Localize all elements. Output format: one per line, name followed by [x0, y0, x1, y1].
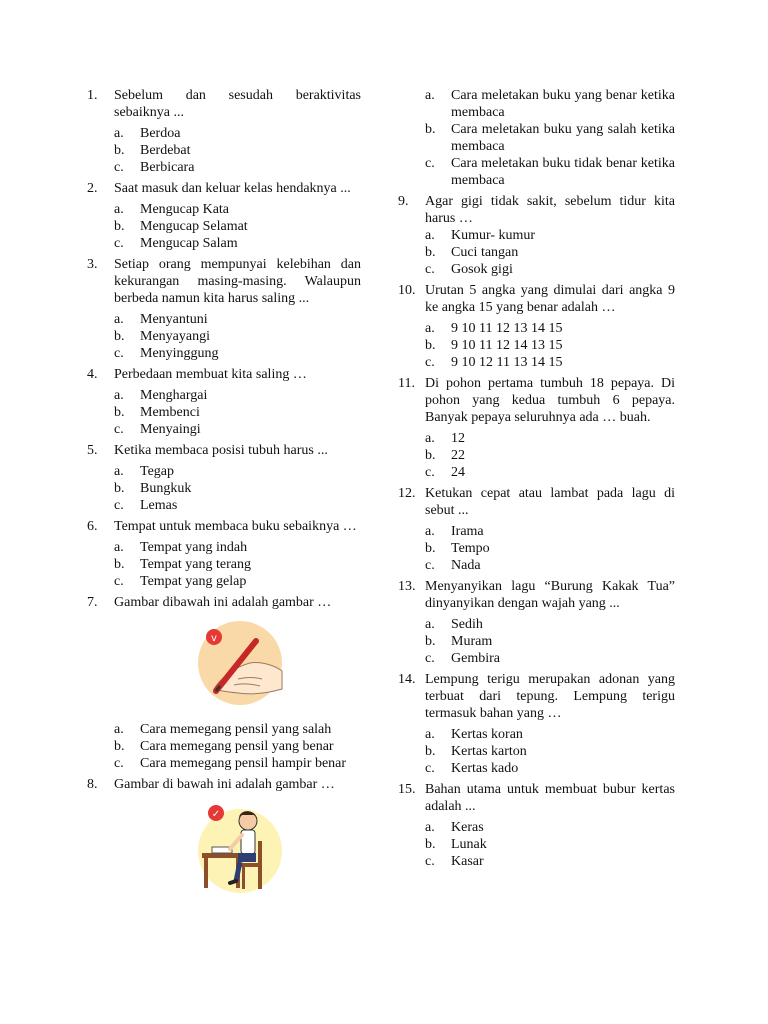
- question-text: Gambar dibawah ini adalah gambar …: [114, 595, 332, 610]
- question-4: [87, 366, 361, 438]
- left-column: [87, 87, 361, 911]
- right-column: [398, 87, 675, 874]
- option-a: a. Berdoa: [114, 126, 181, 141]
- option-a: a. Tempat yang indah: [114, 540, 248, 555]
- option-c: c. Gembira: [425, 651, 500, 666]
- question-5: [87, 442, 361, 514]
- option-c: c. Menyinggung: [114, 346, 219, 361]
- option-c: c. Mengucap Salam: [114, 236, 238, 251]
- option-b: b. Lunak: [425, 837, 487, 852]
- question-number: 3.: [87, 257, 98, 272]
- svg-text:v: v: [211, 633, 217, 644]
- option-a: a. Menyantuni: [114, 312, 208, 327]
- option-b: b. Kertas karton: [425, 744, 527, 759]
- question-13: [398, 578, 675, 667]
- child-reading-at-desk-icon: [194, 801, 286, 897]
- question-number: 10.: [398, 283, 416, 298]
- option-b: b. Menyayangi: [114, 329, 210, 344]
- question-text: Gambar di bawah ini adalah gambar …: [114, 777, 335, 792]
- option-c: c. Gosok gigi: [425, 262, 513, 277]
- hand-holding-pencil-icon: [194, 619, 286, 707]
- option-b: b. Tempo: [425, 541, 490, 556]
- option-b: b. Tempat yang terang: [114, 557, 251, 572]
- option-b: b. Cara memegang pensil yang benar: [114, 739, 334, 754]
- option-c: c. Cara memegang pensil hampir benar: [114, 756, 347, 771]
- option-b: b. Mengucap Selamat: [114, 219, 248, 234]
- question-number: 5.: [87, 443, 98, 458]
- question-9: [398, 193, 675, 278]
- question-text: Bahan utama untuk membuat bubur kertas adalah ...: [425, 782, 675, 814]
- question-11: [398, 375, 675, 481]
- option-c: c. Kasar: [425, 854, 484, 869]
- option-c: c. Cara meletakan buku tidak benar ketika membaca: [425, 156, 675, 188]
- question-number: 8.: [87, 777, 98, 792]
- option-b: b. Cara meletakan buku yang salah ketika membaca: [425, 122, 675, 154]
- question-text: Setiap orang mempunyai kelebihan dan kekurangan masing-masing. Walaupun berbeda namun kita harus saling ...: [114, 257, 361, 306]
- option-c: c. Kertas kado: [425, 761, 519, 776]
- question-number: 9.: [398, 194, 409, 209]
- question-text: Ketukan cepat atau lambat pada lagu di sebut ...: [425, 486, 675, 518]
- svg-text:✓: ✓: [211, 809, 221, 820]
- option-a: a. Kumur- kumur: [425, 228, 536, 243]
- question-number: 12.: [398, 486, 416, 501]
- option-a: a. Sedih: [425, 617, 483, 632]
- question-text: Menyanyikan lagu “Burung Kakak Tua” dinyanyikan dengan wajah yang ...: [425, 579, 675, 611]
- option-a: a. 12: [425, 431, 465, 446]
- option-a: a. Mengucap Kata: [114, 202, 230, 217]
- question-number: 1.: [87, 88, 98, 103]
- question-text: Tempat untuk membaca buku sebaiknya …: [114, 519, 357, 534]
- question-8: [87, 776, 361, 897]
- option-c: c. Lemas: [114, 498, 178, 513]
- option-b: b. 22: [425, 448, 465, 463]
- option-b: b. Membenci: [114, 405, 200, 420]
- option-c: c. Menyaingi: [114, 422, 201, 437]
- option-b: b. Cuci tangan: [425, 245, 519, 260]
- question-text: Sebelum dan sesudah beraktivitas sebaiknya ...: [114, 88, 361, 120]
- option-c: c. 9 10 12 11 13 14 15: [425, 355, 563, 370]
- option-c: c. Tempat yang gelap: [114, 574, 247, 589]
- option-a: a. Irama: [425, 524, 484, 539]
- question-number: 11.: [398, 376, 415, 391]
- option-a: a. Menghargai: [114, 388, 208, 403]
- question-1: [87, 87, 361, 176]
- question-15: [398, 781, 675, 870]
- question-text: Di pohon pertama tumbuh 18 pepaya. Di pohon yang kedua tumbuh 6 pepaya. Banyak pepaya seluruhnya ada … buah.: [425, 376, 675, 425]
- option-a: a. Cara memegang pensil yang salah: [114, 722, 332, 737]
- option-a: a. Keras: [425, 820, 484, 835]
- option-b: b. 9 10 11 12 14 13 15: [425, 338, 563, 353]
- question-7: [87, 594, 361, 772]
- question-12: [398, 485, 675, 574]
- option-a: a. Kertas koran: [425, 727, 523, 742]
- question-text: Saat masuk dan keluar kelas hendaknya ...: [114, 181, 351, 196]
- option-a: a. Tegap: [114, 464, 175, 479]
- question-number: 15.: [398, 782, 416, 797]
- option-c: c. Nada: [425, 558, 481, 573]
- question-text: Perbedaan membuat kita saling …: [114, 367, 307, 382]
- question-number: 7.: [87, 595, 98, 610]
- question-10: [398, 282, 675, 371]
- question-6: [87, 518, 361, 590]
- option-b: b. Bungkuk: [114, 481, 192, 496]
- question-text: Urutan 5 angka yang dimulai dari angka 9 ke angka 15 yang benar adalah …: [425, 283, 675, 315]
- question-3: [87, 256, 361, 362]
- option-a: a. Cara meletakan buku yang benar ketika membaca: [425, 88, 675, 120]
- question-8-options: [425, 87, 675, 189]
- question-text: Ketika membaca posisi tubuh harus ...: [114, 443, 328, 458]
- option-c: c. Berbicara: [114, 160, 195, 175]
- question-number: 2.: [87, 181, 98, 196]
- option-b: b. Berdebat: [114, 143, 191, 158]
- question-number: 14.: [398, 672, 416, 687]
- question-2: [87, 180, 361, 252]
- option-a: a. 9 10 11 12 13 14 15: [425, 321, 563, 336]
- option-c: c. 24: [425, 465, 465, 480]
- option-b: b. Muram: [425, 634, 493, 649]
- question-14: [398, 671, 675, 777]
- question-text: Lempung terigu merupakan adonan yang terbuat dari tepung. Lempung terigu termasuk bahan yang …: [425, 672, 675, 721]
- question-number: 4.: [87, 367, 98, 382]
- question-text: Agar gigi tidak sakit, sebelum tidur kita harus …: [425, 194, 675, 226]
- question-number: 6.: [87, 519, 98, 534]
- question-number: 13.: [398, 579, 416, 594]
